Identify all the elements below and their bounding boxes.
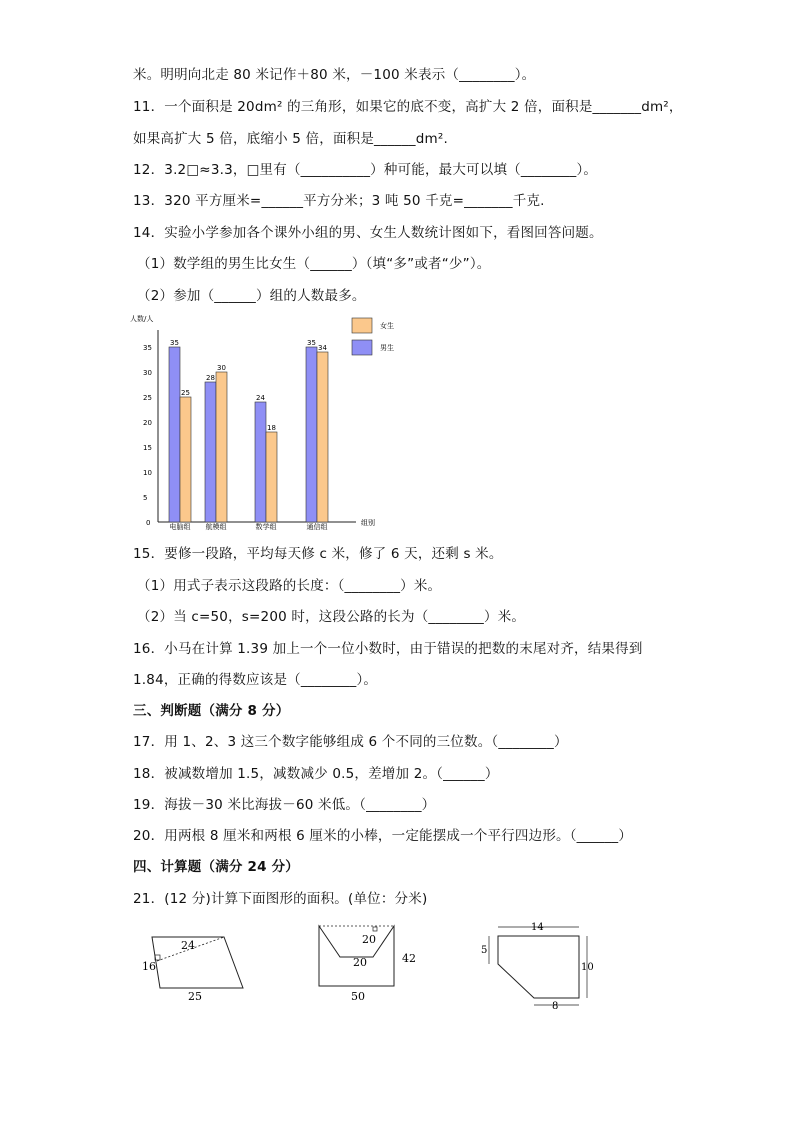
question-17: 17．用 1、2、3 这三个数字能够组成 6 个不同的三位数。（________）	[133, 734, 568, 750]
category-label: 数学组	[255, 523, 277, 531]
legend-swatch	[352, 340, 372, 355]
question-16-part2: 1.84，正确的得数应该是（________）。	[133, 672, 378, 688]
question-18: 18．被减数增加 1.5，减数减少 0.5，差增加 2。（______）	[133, 766, 499, 782]
bar-value-label: 28	[206, 374, 215, 382]
bar-value-label: 34	[318, 344, 327, 352]
legend-label: 女生	[380, 322, 394, 330]
question-15-1: （1）用式子表示这段路的长度：（________）米。	[137, 578, 442, 594]
bar-boys	[255, 402, 266, 522]
label-base: 50	[351, 990, 365, 1003]
category-label: 航模组	[205, 523, 227, 531]
bar-boys	[169, 347, 180, 522]
bar-value-label: 24	[256, 394, 265, 402]
bar-girls	[216, 372, 227, 522]
question-14-1: （1）数学组的男生比女生（______）（填“多”或者“少”）。	[137, 256, 491, 272]
bar-girls	[317, 352, 328, 522]
category-label: 电脑组	[169, 523, 191, 531]
bar-value-label: 35	[170, 339, 179, 347]
y-tick-label: 0	[146, 519, 151, 527]
label-bottom: 8	[552, 1001, 559, 1010]
bar-girls	[266, 432, 277, 522]
y-axis-label: 人数/人	[130, 315, 154, 323]
label-top: 14	[531, 922, 544, 933]
section-4-heading: 四、计算题（满分 24 分）	[133, 859, 299, 875]
hexagon-shape	[498, 936, 579, 998]
bar-boys	[205, 382, 216, 522]
question-14-2: （2）参加（______）组的人数最多。	[137, 288, 366, 304]
question-11-part2: 如果高扩大 5 倍，底缩小 5 倍，面积是______dm².	[133, 131, 448, 147]
pentagon-figure	[310, 922, 420, 1004]
bar-chart	[128, 312, 400, 534]
right-angle-mark	[373, 927, 377, 931]
question-19: 19．海拔－30 米比海拔－60 米低。（________）	[133, 797, 436, 813]
legend-swatch	[352, 318, 372, 333]
section-3-heading: 三、判断题（满分 8 分）	[133, 703, 290, 719]
y-tick-label: 25	[143, 394, 152, 402]
bar-value-label: 25	[181, 389, 190, 397]
y-tick-label: 35	[143, 344, 152, 352]
label-height: 42	[402, 952, 416, 965]
question-15: 15．要修一段路，平均每天修 c 米，修了 6 天，还剩 s 米。	[133, 546, 503, 562]
label-notch-depth: 20	[362, 933, 376, 946]
question-11-part1: 11．一个面积是 20dm² 的三角形，如果它的底不变，高扩大 2 倍，面积是_______dm²，	[133, 99, 683, 115]
question-21: 21．(12 分)计算下面图形的面积。(单位：分米)	[133, 891, 428, 907]
label-base: 25	[188, 990, 202, 1003]
hexagon-figure	[478, 918, 598, 1010]
label-notch-bottom: 20	[353, 956, 367, 969]
bar-value-label: 30	[217, 364, 226, 372]
y-tick-label: 5	[143, 494, 148, 502]
y-tick-label: 30	[143, 369, 152, 377]
question-16-part1: 16．小马在计算 1.39 加上一个一位小数时，由于错误的把数的末尾对齐，结果得到	[133, 641, 643, 657]
bar-boys	[306, 347, 317, 522]
line-10: 米。明明向北走 80 米记作＋80 米，－100 米表示（________）。	[133, 67, 536, 83]
parallelogram-shape	[152, 937, 243, 988]
y-tick-label: 10	[143, 469, 152, 477]
question-15-2: （2）当 c=50，s=200 时，这段公路的长为（________）米。	[137, 609, 526, 625]
label-left: 5	[481, 945, 488, 956]
bar-value-label: 35	[307, 339, 316, 347]
y-tick-label: 15	[143, 444, 152, 452]
bar-value-label: 18	[267, 424, 276, 432]
label-height-dim: 24	[181, 939, 195, 952]
label-slant-side: 16	[142, 960, 156, 973]
legend-label: 男生	[380, 344, 394, 352]
question-13: 13．320 平方厘米=______平方分米；3 吨 50 千克=_______千克.	[133, 193, 545, 209]
y-tick-label: 20	[143, 419, 152, 427]
parallelogram-figure	[140, 924, 250, 1006]
question-14: 14．实验小学参加各个课外小组的男、女生人数统计图如下，看图回答问题。	[133, 225, 603, 241]
category-label: 通信组	[306, 523, 328, 531]
question-20: 20．用两根 8 厘米和两根 6 厘米的小棒，一定能摆成一个平行四边形。（______）	[133, 828, 633, 844]
bar-girls	[180, 397, 191, 522]
question-12: 12．3.2□≈3.3，□里有（__________）种可能，最大可以填（________）。	[133, 162, 598, 178]
label-right: 10	[581, 962, 594, 973]
x-axis-label: 组别	[361, 519, 375, 527]
